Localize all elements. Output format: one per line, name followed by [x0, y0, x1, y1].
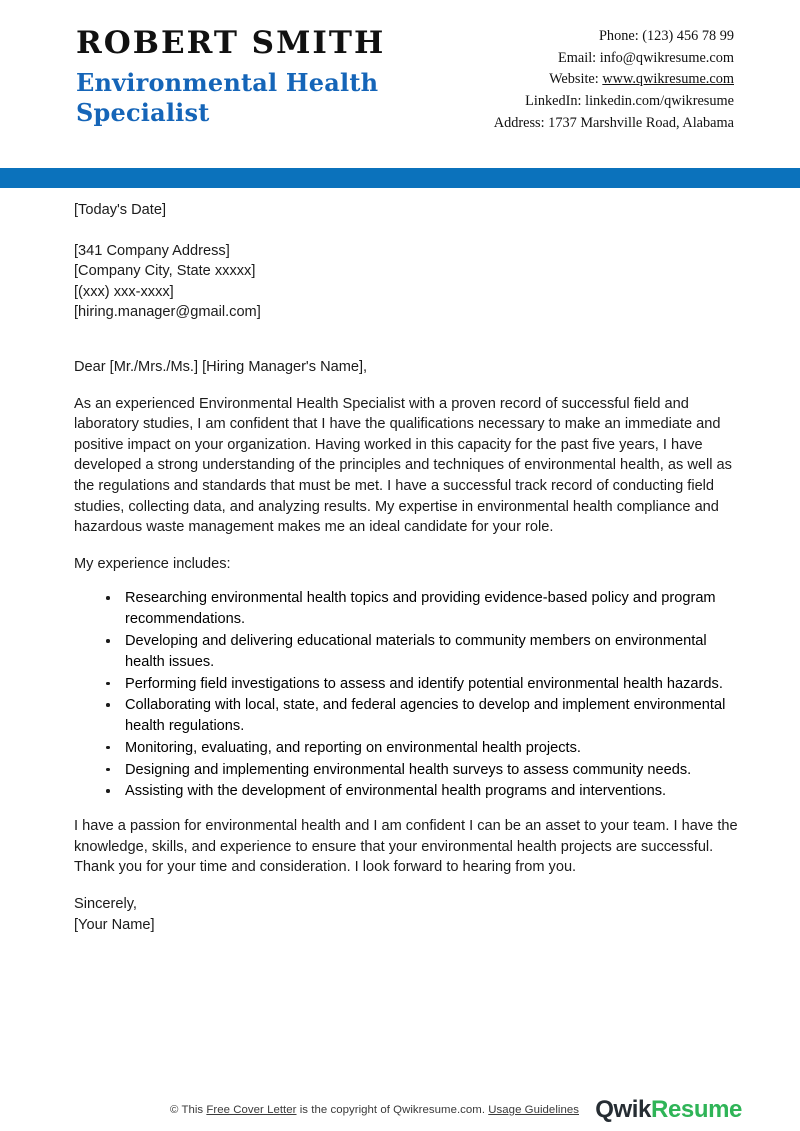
copyright-middle: is the copyright of Qwikresume.com.	[296, 1103, 489, 1116]
contact-email: Email: info@qwikresume.com	[558, 49, 734, 66]
recipient-block	[74, 241, 738, 323]
closing-paragraph: I have a passion for environmental health and I am confident I can be an asset to your team. I have the knowledge, skills, and experience to ensure that your environmental health projects are successful. Thank you for your time and consideration. I look forward to hearing from you.	[74, 818, 738, 876]
bullet-icon	[106, 596, 110, 600]
contact-website	[494, 69, 734, 91]
list-item	[74, 738, 738, 759]
copyright-notice	[170, 1104, 579, 1116]
header-divider-bar	[0, 168, 800, 188]
letterhead-identity	[76, 22, 436, 129]
list-item-text: Collaborating with local, state, and federal agencies to develop and implement environmental health regulations.	[125, 697, 726, 735]
sign-off-text: Sincerely,	[74, 896, 137, 913]
bullet-icon	[106, 682, 110, 686]
contact-linkedin: LinkedIn: linkedin.com/qwikresume	[525, 93, 734, 110]
bullet-icon	[106, 768, 110, 772]
list-item-text: Researching environmental health topics and providing evidence-based policy and program recommendations.	[125, 590, 716, 628]
list-item	[74, 674, 738, 695]
copyright-prefix: © This	[170, 1103, 207, 1116]
experience-list	[74, 588, 738, 802]
list-item	[74, 695, 738, 737]
letter-date: [Today's Date]	[74, 202, 167, 218]
list-item-text: Performing field investigations to assess and identify potential environmental health hazards.	[125, 675, 723, 692]
list-item	[74, 631, 738, 673]
candidate-job-title: Environmental Health Specialist	[76, 67, 379, 128]
recipient-line: [Company City, State xxxxx]	[74, 263, 256, 280]
signature-name: [Your Name]	[74, 917, 155, 934]
list-item-text: Assisting with the development of environmental health programs and interventions.	[125, 783, 667, 800]
free-cover-letter-link[interactable]: Free Cover Letter	[206, 1103, 297, 1116]
recipient-line: [341 Company Address]	[74, 242, 230, 259]
list-item	[74, 781, 738, 802]
recipient-line: [hiring.manager@gmail.com]	[74, 304, 261, 321]
list-item	[74, 588, 738, 630]
logo-text-resume: Resume	[651, 1095, 742, 1123]
contact-website-link[interactable]: www.qwikresume.com	[602, 71, 734, 88]
contact-phone: Phone: (123) 456 78 99	[598, 28, 734, 44]
list-item-text: Designing and implementing environmental health surveys to assess community needs.	[125, 761, 692, 778]
qwikresume-logo[interactable]	[595, 1095, 742, 1123]
opening-paragraph: As an experienced Environmental Health Specialist with a proven record of successful field and laboratory studies, I am confident that I have the qualifications necessary to make an immediate and positive impact on your organization. Having worked in this capacity for the past five years, I have developed a strong understanding of the principles and techniques of environmental health, as well as the regulations and standards that must be met. I have a successful track record of conducting field studies, collecting data, and analyzing results. My expertise in environmental health compliance and hazardous waste management makes me an ideal candidate for your role.	[74, 395, 732, 536]
experience-intro: My experience includes:	[74, 555, 231, 572]
bullet-icon	[106, 639, 110, 643]
candidate-name: ROBERT SMITH	[76, 25, 386, 61]
logo-text-qwik: Qwik	[595, 1095, 652, 1123]
bullet-icon	[106, 746, 110, 750]
bullet-icon	[106, 703, 110, 707]
contact-address: Address: 1737 Marshville Road, Alabama	[493, 114, 734, 131]
letter-body	[74, 200, 738, 936]
contact-block	[494, 22, 734, 135]
list-item-text: Developing and delivering educational materials to community members on environmental health issues.	[125, 632, 707, 670]
salutation: Dear [Mr./Mrs./Ms.] [Hiring Manager's Name],	[74, 358, 368, 375]
bullet-icon	[106, 789, 110, 793]
letterhead	[0, 0, 800, 135]
usage-guidelines-link[interactable]: Usage Guidelines	[488, 1103, 579, 1116]
page-footer	[0, 1088, 800, 1131]
list-item	[74, 760, 738, 781]
recipient-line: [(xxx) xxx-xxxx]	[74, 283, 174, 300]
list-item-text: Monitoring, evaluating, and reporting on environmental health projects.	[125, 739, 581, 756]
signature-block	[74, 894, 738, 936]
contact-website-label: Website:	[549, 71, 603, 88]
